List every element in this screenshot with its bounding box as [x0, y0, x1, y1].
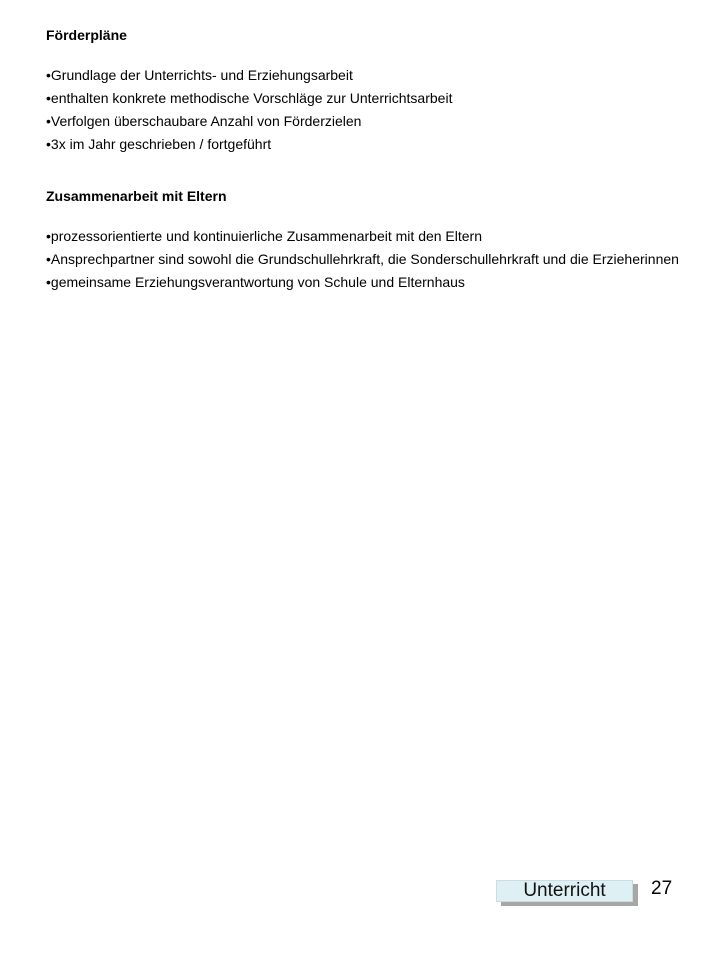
page-number: 27 [651, 878, 673, 899]
bullet-list [46, 228, 686, 291]
badge-label: Unterricht [523, 880, 606, 901]
list-item-text: Grundlage der Unterrichts- und Erziehungsarbeit [50, 67, 353, 83]
list-item [46, 67, 686, 84]
list-item [46, 274, 686, 291]
section-zusammenarbeit-mit-eltern [46, 187, 686, 297]
list-item-text: Ansprechpartner sind sowohl die Grundschullehrkraft, die Sonderschullehrkraft und die Erzieherinnen [50, 251, 679, 267]
section-heading: Zusammenarbeit mit Eltern [46, 188, 227, 204]
list-item [46, 113, 686, 130]
bullet-symbol: • [46, 228, 51, 244]
bullet-list [46, 67, 686, 153]
list-item [46, 136, 686, 153]
list-item [46, 251, 686, 268]
section-heading: Förderpläne [46, 27, 127, 43]
section-foerderplaene [46, 26, 686, 159]
section-badge [496, 880, 638, 906]
bullet-symbol: • [46, 113, 51, 129]
bullet-symbol: • [46, 90, 51, 106]
list-item [46, 228, 686, 245]
bullet-symbol: • [46, 67, 51, 83]
list-item [46, 90, 686, 107]
list-item-text: prozessorientierte und kontinuierliche Zusammenarbeit mit den Eltern [50, 228, 483, 244]
list-item-text: Verfolgen überschaubare Anzahl von Förderzielen [50, 113, 362, 129]
bullet-symbol: • [46, 274, 51, 290]
bullet-symbol: • [46, 136, 51, 152]
list-item-text: enthalten konkrete methodische Vorschläge zur Unterrichtsarbeit [50, 90, 453, 106]
list-item-text: gemeinsame Erziehungsverantwortung von Schule und Elternhaus [50, 274, 465, 290]
list-item-text: 3x im Jahr geschrieben / fortgeführt [50, 136, 272, 152]
bullet-symbol: • [46, 251, 51, 267]
